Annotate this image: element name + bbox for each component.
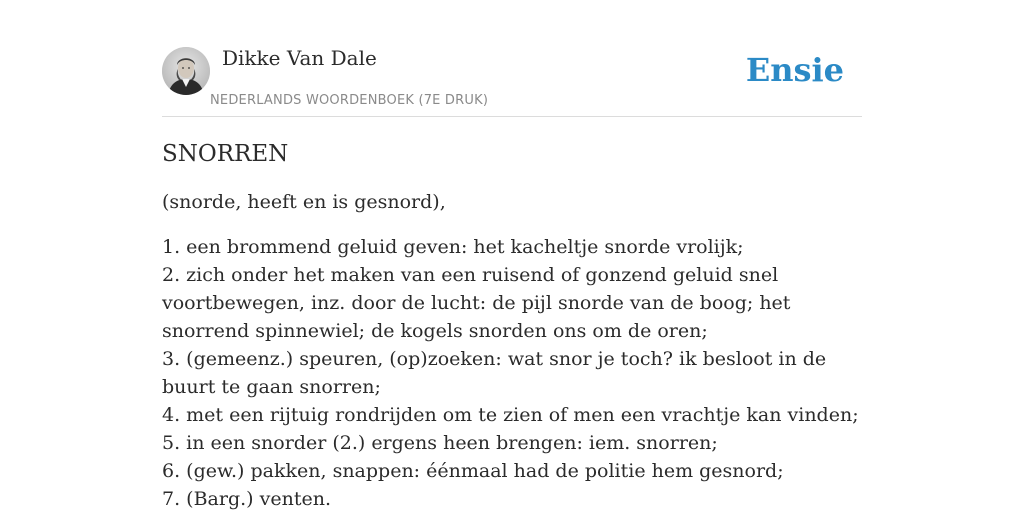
entry-forms: (snorde, heeft en is gesnord), [162, 191, 446, 213]
definition-item: 4. met een rijtuig rondrijden om te zien of men een vrachtje kan vinden; [162, 404, 859, 426]
definition-item: 2. zich onder het maken van een ruisend of gonzend geluid snel voortbewegen, inz. door de lucht: de pijl snorde van de boog; het snorrend spinnewiel; de kogels snorden ons om de oren; [162, 264, 791, 342]
definition-item: 5. in een snorder (2.) ergens heen brengen: iem. snorren; [162, 432, 718, 454]
source-label[interactable]: NEDERLANDS WOORDENBOEK (7E DRUK) [210, 93, 489, 108]
definition-item: 3. (gemeenz.) speuren, (op)zoeken: wat snor je toch? ik besloot in de buurt te gaan snorren; [162, 348, 827, 398]
definition-item: 7. (Barg.) venten. [162, 488, 331, 510]
author-portrait-icon [162, 47, 210, 95]
dictionary-entry [162, 138, 874, 512]
author-avatar[interactable] [162, 47, 210, 95]
brand-logo[interactable]: Ensie [745, 51, 844, 89]
definition-item: 6. (gew.) pakken, snappen: éénmaal had de politie hem gesnord; [162, 460, 784, 482]
header [162, 46, 862, 117]
definition-item: 1. een brommend geluid geven: het kacheltje snorde vrolijk; [162, 236, 744, 258]
definition-list [162, 233, 874, 512]
author-name[interactable]: Dikke Van Dale [222, 46, 377, 70]
entry-headword: SNORREN [162, 141, 289, 167]
